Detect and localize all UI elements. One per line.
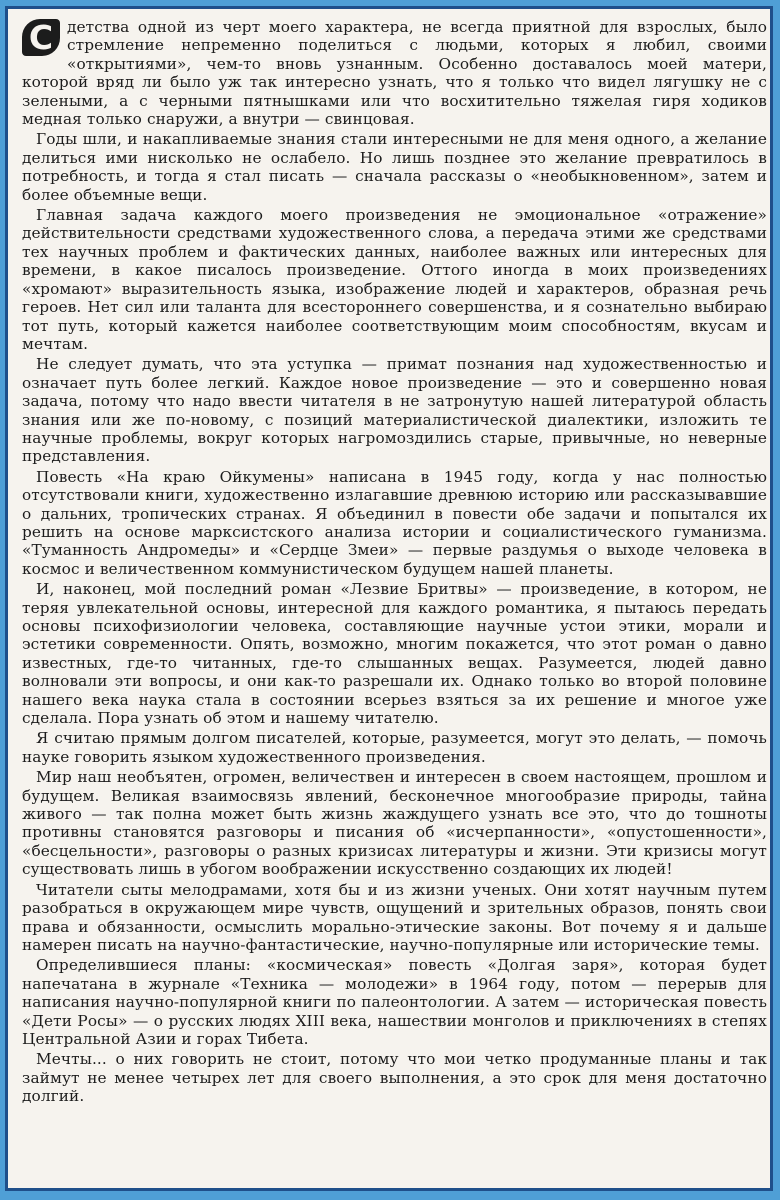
page-frame: [5, 6, 773, 1191]
article-paragraph: Годы шли, и накапливаемые знания стали интересными не для меня одного, а желание делиться ими нисколько не ослабело. Но лишь позднее это желание превратилось в потребность, и тогда я стал писать — сначала рассказы о «необыкновенном», затем и более объемные вещи.: [22, 130, 767, 204]
article-body: [22, 18, 767, 1186]
article-paragraph: И, наконец, мой последний роман «Лезвие Бритвы» — произведение, в котором, не теряя увлекательной основы, интересной для каждого романтика, я пытаюсь передать основы психофизиологии человека, составляющие научные устои этики, морали и эстетики современности. Опять, возможно, многим покажется, что этот роман о давно известных, где-то читанных, где-то слышанных вещах. Разумеется, людей давно волновали эти вопросы, и они как-то разрешали их. Однако только во второй половине нашего века наука стала в состоянии всерьез взяться за их решение и многое уже сделала. Пора узнать об этом и нашему читателю.: [22, 580, 767, 728]
first-paragraph-text: детства одной из черт моего характера, не всегда приятной для взрослых, было стремление непременно поделиться с людьми, которых я любил, своими «открытиями», чем-то вновь узнанным. Особенно доставалось моей матери, которой вряд ли было уж так интересно узнать, что я только что видел лягушку не с зелеными, а с черными пятнышками или что восхитительно тяжелая гиря ходиков медная только снаружи, а внутри — свинцовая.: [22, 18, 767, 129]
article-paragraph: Не следует думать, что эта уступка — примат познания над художественностью и означает путь более легкий. Каждое новое произведение — это и совершенно новая задача, потому что надо ввести читателя в не затронутую нашей литературой область знания или же по-новому, с позиций материалистической диалектики, изложить те научные проблемы, вокруг которых нагромоздились старые, привычные, но неверные представления.: [22, 355, 767, 466]
drop-cap-letter: С: [22, 19, 60, 56]
article-paragraph: Читатели сыты мелодрамами, хотя бы и из жизни ученых. Они хотят научным путем разобраться в окружающем мире чувств, ощущений и зрительных образов, понять свои права и обязанности, осмыслить морально-этические законы. Вот почему я и дальше намерен писать на научно-фантастические, научно-популярные или исторические темы.: [22, 880, 767, 954]
article-paragraph: Определившиеся планы: «космическая» повесть «Долгая заря», которая будет напечатана в журнале «Техника — молодежи» в 1964 году, потом — перерыв для написания научно-популярной книги по палеонтологии. А затем — историческая повесть «Дети Росы» — о русских людях XIII века, нашествии монголов и приключениях в степях Центральной Азии и горах Тибета.: [22, 956, 767, 1048]
article-paragraph: [22, 18, 767, 128]
article-paragraph: Я считаю прямым долгом писателей, которые, разумеется, могут это делать, — помочь науке говорить языком художественного произведения.: [22, 729, 767, 766]
article-paragraph: Главная задача каждого моего произведения не эмоциональное «отражение» действительности средствами художественного слова, а передача этими же средствами тех научных проблем и фактических данных, наиболее важных или интересных для времени, в какое писалось произведение. Оттого иногда в моих произведениях «хромают» выразительность языка, изображение людей и характеров, образная речь героев. Нет сил или таланта для всестороннего совершенства, и я сознательно выбираю тот путь, который кажется наиболее соответствующим моим способностям, вкусам и мечтам.: [22, 206, 767, 353]
article-paragraph: Мечты... о них говорить не стоит, потому что мои четко продуманные планы и так займут не менее четырех лет для своего выполнения, а это срок для меня достаточно долгий.: [22, 1050, 767, 1106]
article-paragraph: Повесть «На краю Ойкумены» написана в 1945 году, когда у нас полностью отсутствовали книги, художественно излагавшие древнюю историю или рассказывавшие о дальних, тропических странах. Я объединил в повести обе задачи и попытался их решить на основе марксистского анализа истории и социалистического гуманизма. «Туманность Андромеды» и «Сердце Змеи» — первые раздумья о выходе человека в космос и величественном коммунистическом будущем нашей планеты.: [22, 467, 767, 578]
article-paragraph: Мир наш необъятен, огромен, величествен и интересен в своем настоящем, прошлом и будущем. Великая взаимосвязь явлений, бесконечное многообразие природы, тайна живого — так полна может быть жизнь жаждущего узнать все это, что до тошноты противны становятся разговоры и писания об «исчерпанности», «опустошенности», «бесцельности», разговоры о разных кризисах литературы и жизни. Эти кризисы могут существовать лишь в убогом воображении искусственно создающих их людей!: [22, 768, 767, 879]
